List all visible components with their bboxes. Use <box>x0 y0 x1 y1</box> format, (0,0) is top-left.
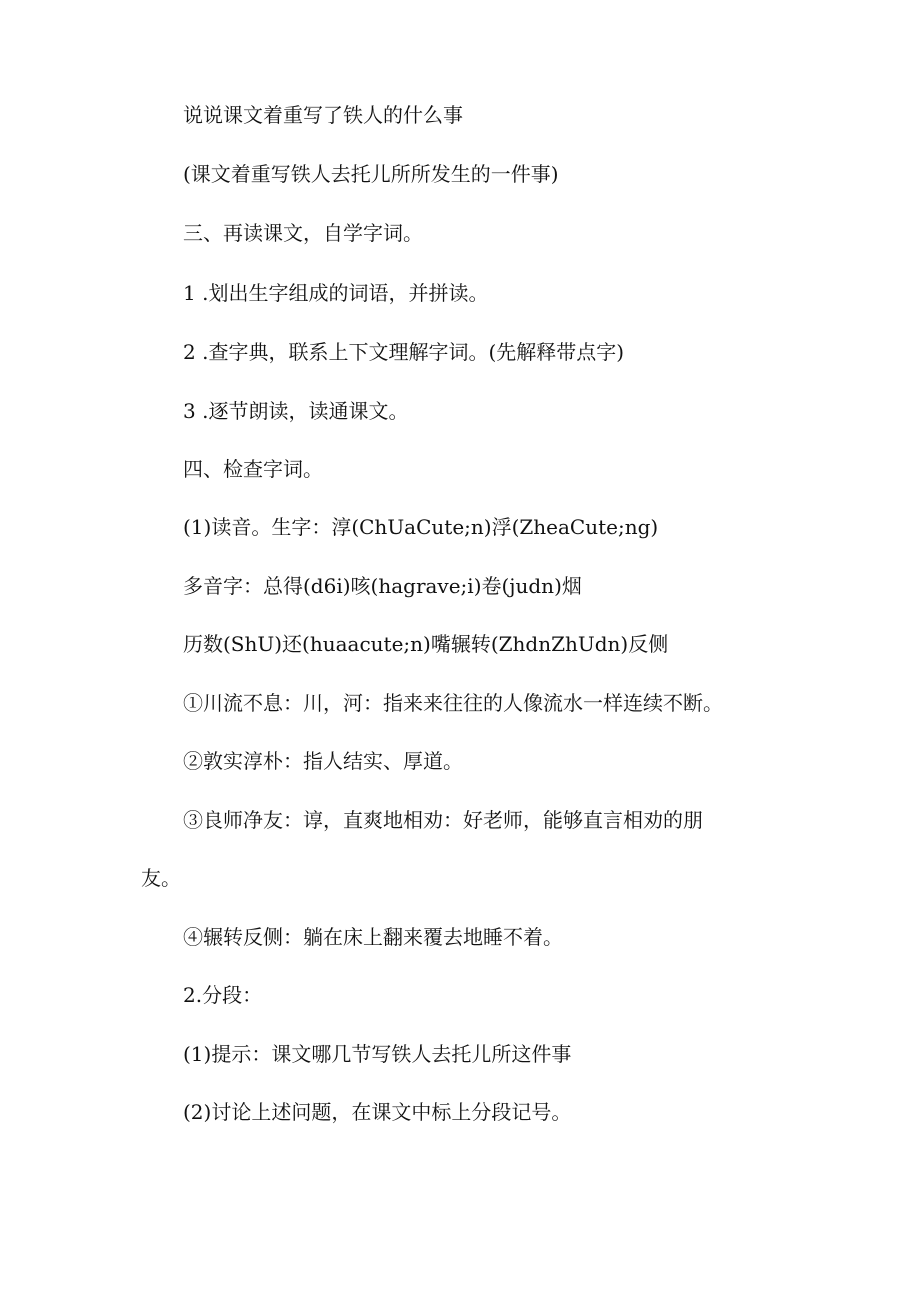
vocab-item-1: ①川流不息：川，河：指来来往往的人像流水一样连续不断。 <box>183 691 723 715</box>
section-heading-four: 四、检查字词。 <box>183 457 323 481</box>
polyphonic-chars: 多音字：总得(d6i)咳(hagrave;i)卷(judn)烟 <box>183 574 582 598</box>
section-heading-three: 三、再读课文，自学字词。 <box>183 221 423 245</box>
list-item-2: 2 .查字典，联系上下文理解字词。(先解释带点字) <box>183 340 625 364</box>
paragraphing-discussion: (2)讨论上述问题，在课文中标上分段记号。 <box>183 1100 572 1124</box>
paragraph-answer: (课文着重写铁人去托儿所所发生的一件事) <box>183 162 559 186</box>
list-item-3: 3 .逐节朗读，读通课文。 <box>183 399 409 423</box>
paragraphing-hint: (1)提示：课文哪几节写铁人去托儿所这件事 <box>183 1042 572 1066</box>
list-item-1: 1 .划出生字组成的词语，并拼读。 <box>183 281 489 305</box>
polyphonic-chars-continued: 历数(ShU)还(huaacute;n)嘴辗转(ZhdnZhUdn)反侧 <box>183 632 669 656</box>
pronunciation-new-chars: (1)读音。生字：淳(ChUaCute;n)浮(ZheaCute;ng) <box>183 515 659 539</box>
vocab-item-4: ④辗转反侧：躺在床上翻来覆去地睡不着。 <box>183 925 563 949</box>
section-heading-paragraphing: 2.分段： <box>183 983 263 1007</box>
vocab-item-2: ②敦实淳朴：指人结实、厚道。 <box>183 749 463 773</box>
vocab-item-3-continued: 友。 <box>141 866 181 890</box>
vocab-item-3: ③良师净友：谆，直爽地相劝：好老师，能够直言相劝的朋 <box>183 808 703 832</box>
paragraph-question: 说说课文着重写了铁人的什么事 <box>183 103 463 127</box>
